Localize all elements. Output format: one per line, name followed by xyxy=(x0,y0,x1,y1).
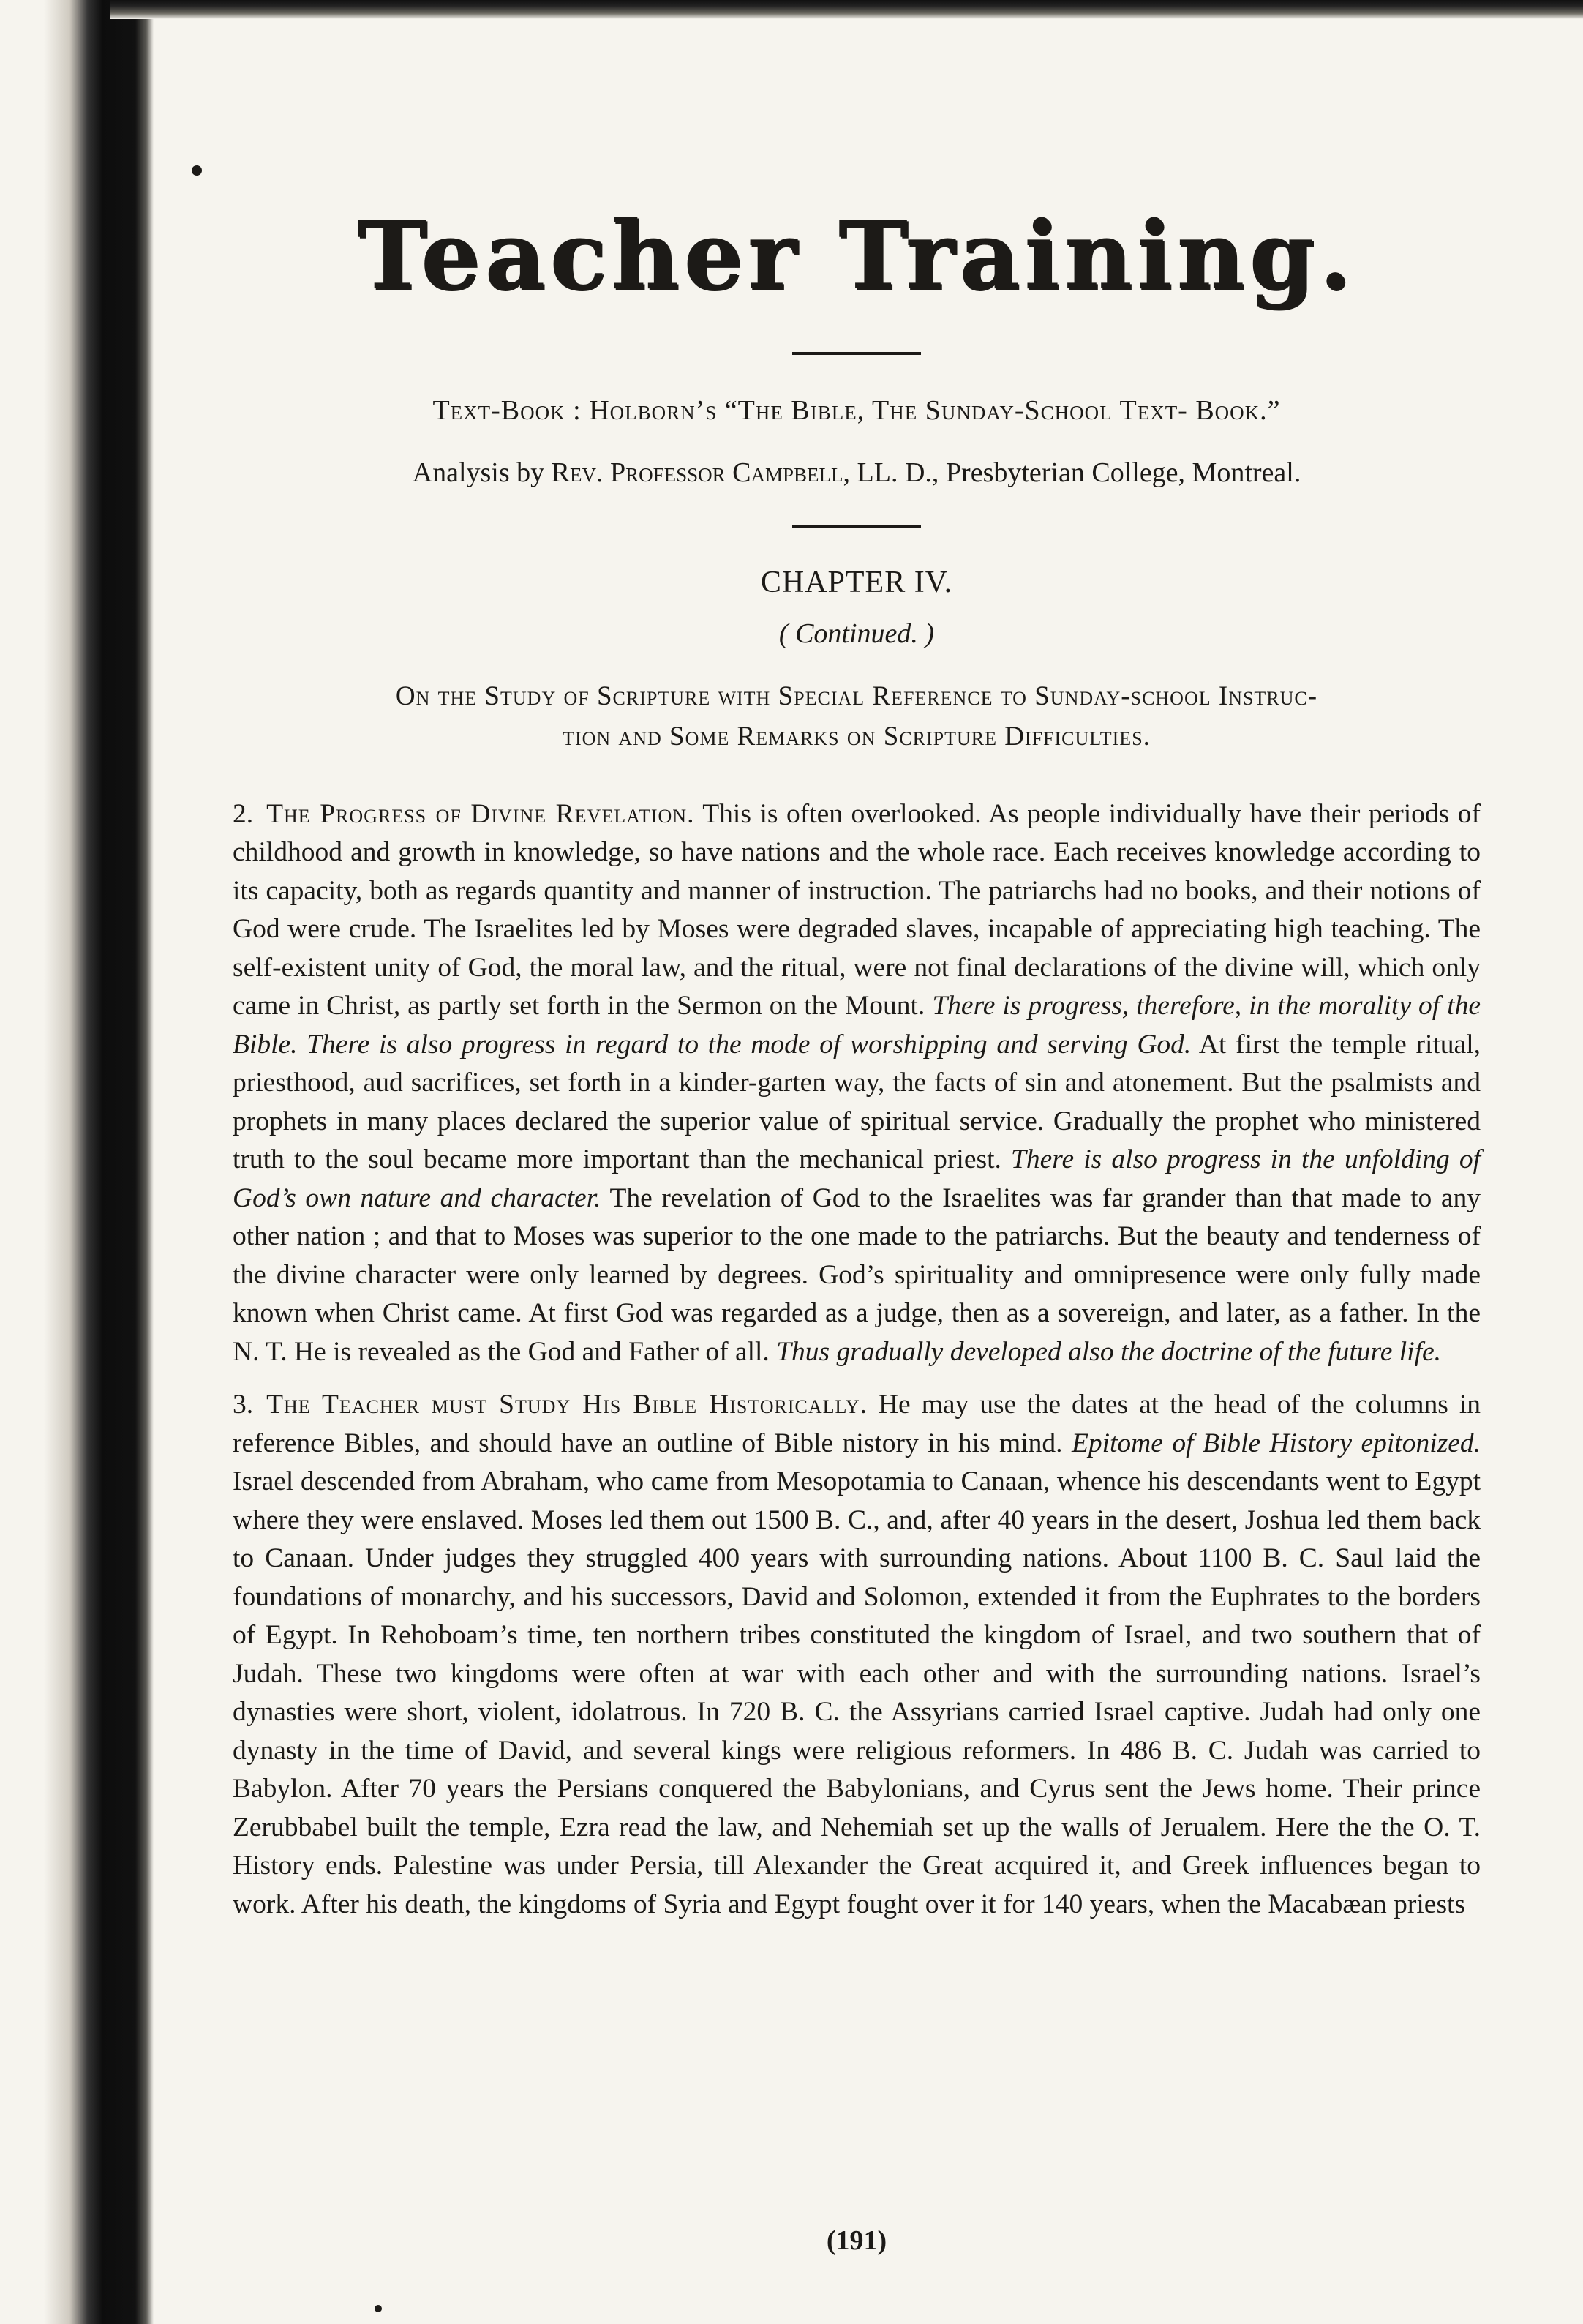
section-italic-text: Epitome of Bible History epitonized. xyxy=(1071,1428,1481,1458)
analysis-byline xyxy=(233,457,1481,490)
section-text: He may use the dates at the head of the columns in reference Bibles, and should have an outline of Bible nistory in his mind. xyxy=(233,1390,1481,1458)
section-text: The revelation of God to the Israelites was far grander than that made to any other nation ; and that to Moses was superior to the one made to the patriarchs. But the beauty and tenderness of the divine character were only learned by degrees. God’s spirituality and omnipresence were only fully made known when Christ came. At first God was regarded as a judge, then as a sovereign, and later, as a father. In the N. T. He is revealed as the God and Father of all. xyxy=(233,1182,1481,1367)
page-title: Teacher Training. xyxy=(357,201,1356,311)
section-paragraph-2 xyxy=(233,795,1481,1372)
section-italic-text: There is also progress in the unfolding of God’s own nature and character. xyxy=(233,1144,1481,1213)
chapter-subject-line-1: On the Study of Scripture with Special Reference to Sunday-school Instruc- xyxy=(395,681,1318,711)
chapter-divider xyxy=(792,525,921,528)
ink-speck xyxy=(375,2305,382,2312)
analysis-suffix: , LL. D., Presbyterian College, Montreal. xyxy=(843,457,1301,489)
section-paragraph-3 xyxy=(233,1386,1481,1924)
section-lead: The Teacher must Study His Bible Historically. xyxy=(266,1390,868,1420)
document-page xyxy=(233,183,1481,2256)
section-text: Israel descended from Abraham, who came from Mesopotamia to Canaan, whence his descendants went to Egypt where they were enslaved. Moses led them out 1500 B. C., and, after 40 years in the desert, Joshua led them back to Canaan. Under judges they struggled 400 years with surrounding nations. About 1100 B. C. Saul laid the foundations of monarchy, and his successors, David and Solomon, extended it from the Euphrates to the borders of Egypt. In Rehoboam’s time, ten northern tribes constituted the kingdom of Israel, and two southern that of Judah. These two kingdoms were often at war with each other and with the surrounding nations. Israel’s dynasties were short, violent, idolatrous. In 720 B. C. the Assyrians carried Israel captive. Judah had only one dynasty in the time of David, and several kings were religious reformers. In 486 B. C. Judah was carried to Babylon. After 70 years the Persians conquered the Babylonians, and Cyrus sent the Jews home. Their prince Zerubbabel built the temple, Ezra read the law, and Nehemiah set up the walls of Jerualem. Here the the O. T. History ends. Palestine was under Persia, till Alexander the Great acquired it, and Greek influences began to work. After his death, the kingdoms of Syria and Egypt fought over it for 140 years, when the Macabæan priests xyxy=(233,1466,1481,1919)
section-number: 3. xyxy=(233,1390,254,1420)
binding-edge xyxy=(0,0,154,2324)
chapter-heading: CHAPTER IV. xyxy=(760,565,953,599)
analysis-prefix: Analysis by xyxy=(412,457,552,489)
page-number: (191) xyxy=(826,2225,887,2256)
section-number: 2. xyxy=(233,798,254,829)
section-lead: The Progress of Divine Revelation. xyxy=(266,798,695,829)
section-italic-text: There is progress, therefore, in the morality of the Bible. There is also progress in regard to the mode of worshipping and serving God. xyxy=(233,991,1481,1060)
section-text: This is often overlooked. As people individually have their periods of childhood and growth in knowledge, so have nations and the whole race. Each receives knowledge according to its capacity, both as regards quantity and manner of instruction. The patriarchs had no books, and their notions of God were crude. The Israelites led by Moses were degraded slaves, incapable of appreciating high teaching. The self-existent unity of God, the moral law, and the ritual, were not final declarations of the divine will, which only came in Christ, as partly set forth in the Sermon on the Mount. xyxy=(233,798,1481,1022)
section-text: At first the temple ritual, priesthood, aud sacrifices, set forth in a kinder-garten way, the facts of sin and atonement. But the psalmists and prophets in many places declared the superior value of spiritual service. Gradually the prophet who ministered truth to the soul became more important than the mechanical priest. xyxy=(233,1029,1481,1175)
chapter-subject-line-2: tion and Some Remarks on Scripture Difficulties. xyxy=(563,721,1151,752)
top-scan-edge xyxy=(110,0,1583,19)
section-italic-text: Thus gradually developed also the doctrine of the future life. xyxy=(776,1336,1442,1367)
textbook-reference: Text-Book : Holborn’s “The Bible, The Sunday-School Text- Book.” xyxy=(432,394,1281,426)
ink-speck xyxy=(192,165,202,176)
chapter-continued-note: ( Continued. ) xyxy=(778,618,935,649)
analysis-author: Rev. Professor Campbell xyxy=(551,457,843,489)
chapter-subject xyxy=(233,676,1481,757)
title-divider xyxy=(792,352,921,355)
